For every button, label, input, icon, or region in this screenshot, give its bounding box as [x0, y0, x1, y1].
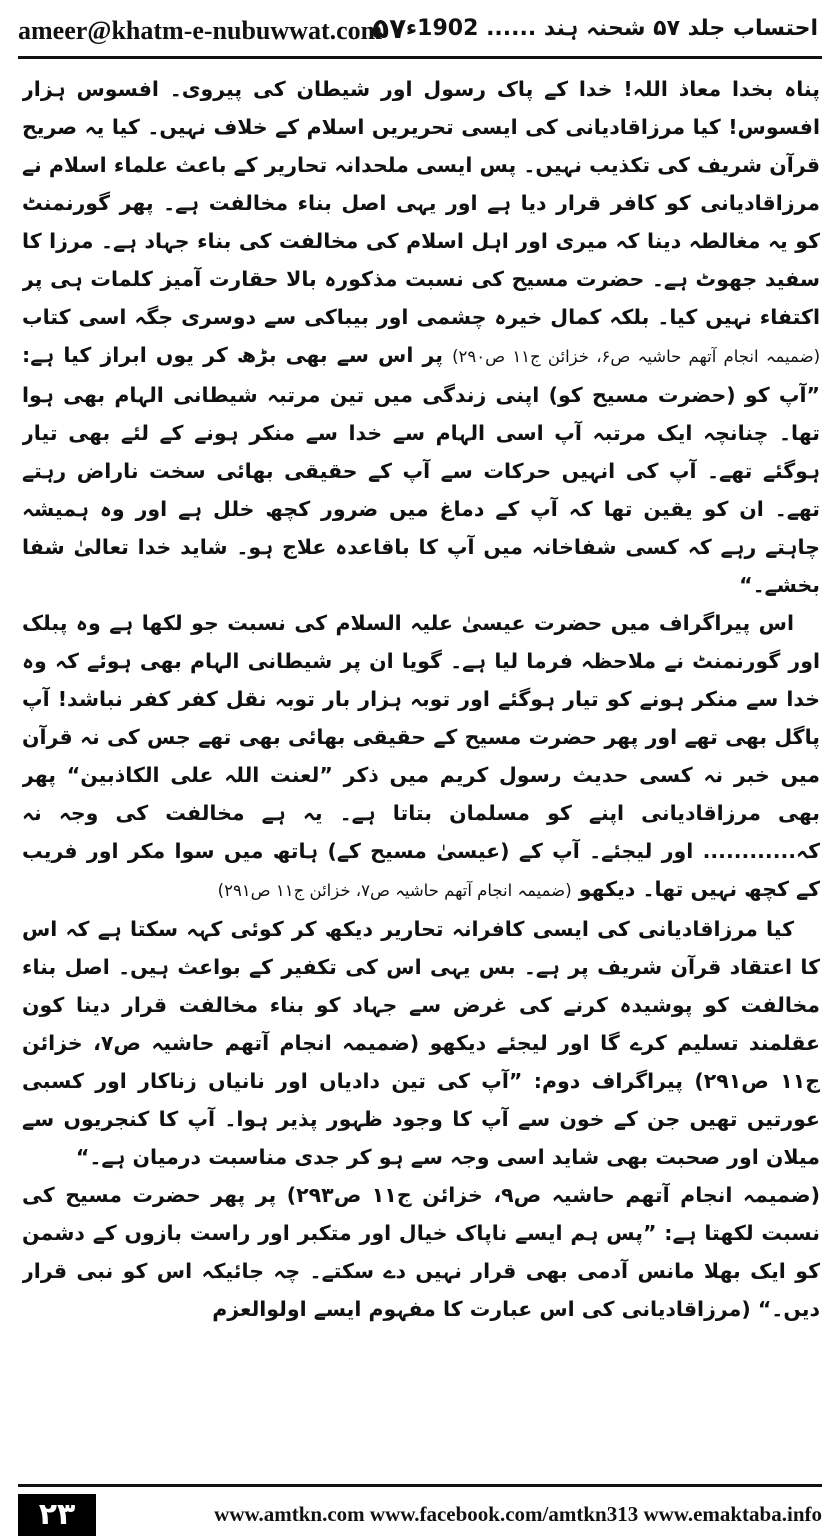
footer-divider — [18, 1484, 822, 1487]
paragraph-4: (ضمیمہ انجام آتھم حاشیہ ص۹، خزائن ج۱۱ ص۲۹۳) پر پھر حضرت مسیح کی نسبت لکھتا ہے: ”پس ہم ایسے ناپاک خیال اور متکبر اور راست بازوں کے دشمن کو ایک بھلا مانس آدمی بھی قرار نہیں دے سکتے۔ چہ جائیکہ اس کو نبی قرار دیں۔“ (مرزاقادیانی کی اس عبارت کا مفہوم ایسے اولوالعزم — [22, 1183, 820, 1321]
header-divider — [18, 56, 822, 59]
page-header — [0, 0, 840, 64]
header-page-number: ۵۷ — [372, 12, 407, 45]
paragraph-2 — [22, 604, 820, 910]
page-body — [22, 70, 820, 1450]
page-footer — [0, 1484, 840, 1540]
reference-1: (ضمیمہ انجام آتھم حاشیہ ص۶، خزائن ج۱۱ ص۲۹۰) — [452, 347, 820, 366]
book-page-number: ۲۳ — [18, 1494, 96, 1536]
header-email: ameer@khatm-e-nubuwwat.com — [18, 16, 383, 45]
paragraph-1 — [22, 70, 820, 604]
paragraph-2-text: اس پیراگراف میں حضرت عیسیٰ علیہ السلام کی نسبت جو لکھا ہے وہ پبلک اور گورنمنٹ نے ملاحظہ فرما لیا ہے۔ گویا ان پر شیطانی الہام بھی ہوئے کہ وہ خدا سے منکر ہونے کو تیار ہوگئے اور توبہ ہزار بار توبہ نقل کفر کفر نباشد! آپ پاگل بھی تھے اور پھر حضرت مسیح کے حقیقی بھائی بھی تھے جس کی نہ قرآن میں خبر نہ کسی حدیث رسول کریم میں ذکر ”لعنت اللہ علی الکاذبین“ پھر بھی مرزاقادیانی اپنے کو مسلمان بتاتا ہے۔ یہ ہے مخالفت کی وجہ نہ کہ............ اور لیجئے۔ آپ کے (عیسیٰ مسیح کے) ہاتھ میں سوا مکر اور فریب کے کچھ نہیں تھا۔ دیکھو — [22, 611, 820, 901]
paragraph-3: کیا مرزاقادیانی کی ایسی کافرانہ تحاریر دیکھ کر کوئی کہہ سکتا ہے کہ اس کا اعتقاد قرآن شریف پر ہے۔ بس یہی اس کی تکفیر کے بواعث ہیں۔ اصل بناء مخالفت کو پوشیدہ کرنے کی غرض سے جہاد کو بناء مخالفت قرار دینا کون عقلمند تسلیم کرے گا اور لیجئے دیکھو (ضمیمہ انجام آتھم حاشیہ ص۷، خزائن ج۱۱ ص۲۹۱) پیراگراف دوم: ”آپ کی تین دادیاں اور نانیاں زناکار اور کسبی عورتیں تھیں جن کے خون سے آپ کا وجود ظہور پذیر ہوا۔ آپ کا کنجریوں سے میلان اور صحبت بھی شاید اسی وجہ سے ہو کر جدی مناسبت درمیان ہے۔“ — [22, 917, 820, 1169]
footer-links: www.amtkn.com www.facebook.com/amtkn313 www.emaktaba.info — [214, 1502, 822, 1526]
paragraph-1-text: پناہ بخدا معاذ اللہ! خدا کے پاک رسول اور شیطان کی پیروی۔ افسوس ہزار افسوس! کیا مرزاقادیانی کی ایسی تحریریں اسلام کے خلاف نہیں۔ کیا یہ صریح قرآن شریف کی تکذیب نہیں۔ پس ایسی ملحدانہ تحاریر کے باعث علماء اسلام نے مرزاقادیانی کو کافر قرار دیا ہے اور یہی اصل بناء مخالفت ہے۔ پھر گورنمنٹ کو یہ مغالطہ دینا کہ میری اور اہل اسلام کی مخالفت کی بناء جہاد ہے۔ مرزا کا سفید جھوٹ ہے۔ حضرت مسیح کی نسبت مذکورہ بالا حقارت آمیز کلمات ہی پر اکتفاء نہیں کیا۔ بلکہ کمال خیرہ چشمی اور بیباکی سے دوسری جگہ اسی کتاب — [22, 77, 820, 329]
paragraph-1-continued: پر اس سے بھی بڑھ کر یوں ابراز کیا ہے: ”آپ کو (حضرت مسیح کو) اپنی زندگی میں تین مرتبہ شیطانی الہام بھی ہوا تھا۔ چنانچہ ایک مرتبہ آپ اسی الہام سے خدا سے منکر ہونے کے لئے بھی تیار ہوگئے تھے۔ آپ کی انہیں حرکات سے آپ کے حقیقی بھائی سخت ناراض رہتے تھے۔ ان کو یقین تھا کہ آپ کے دماغ میں ضرور کچھ خلل ہے اور وہ ہمیشہ چاہتے رہے کہ کسی شفاخانہ میں آپ کا باقاعدہ علاج ہو۔ شاید خدا تعالیٰ شفا بخشے۔“ — [22, 343, 820, 597]
header-title: احتساب جلد ۵۷ شحنہ ہند ...... 1902ء — [405, 16, 818, 41]
reference-2: (ضمیمہ انجام آتھم حاشیہ ص۷، خزائن ج۱۱ ص۲۹۱) — [217, 881, 572, 900]
